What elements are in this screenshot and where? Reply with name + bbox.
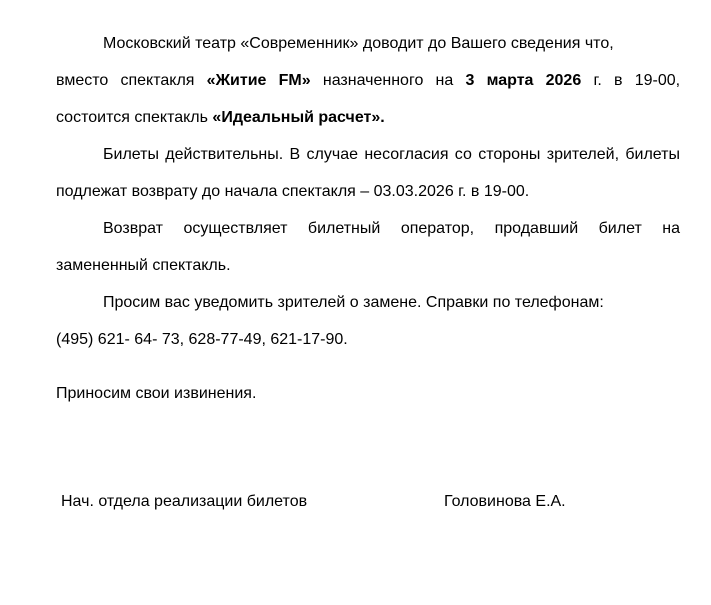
paragraph-tickets-line-1: Билеты действительны. В случае несогласия со стороны зрителей, билеты [103, 146, 680, 163]
notice-document [56, 30, 680, 417]
show-time: г. в 19-00, [593, 72, 681, 89]
paragraph-contact-line-1: Просим вас уведомить зрителей о замене. Справки по телефонам: [103, 294, 604, 311]
text-will-take-place: состоится спектакль [56, 109, 208, 126]
paragraph-intro-line-2 [56, 67, 680, 104]
new-show-title: «Идеальный расчет». [212, 109, 385, 126]
paragraph-intro-line-3 [56, 104, 680, 141]
paragraph-contact-phones: (495) 621- 64- 73, 628-77-49, 621-17-90. [56, 331, 348, 348]
replaced-show-title: «Житие FM» [206, 72, 311, 89]
paragraph-tickets-line-2: подлежат возврату до начала спектакля – 03.03.2026 г. в 19-00. [56, 183, 530, 200]
signature-name: Головинова Е.А. [444, 493, 566, 510]
signature-position: Нач. отдела реализации билетов [61, 493, 308, 510]
paragraph-refund-line-2: замененный спектакль. [56, 257, 231, 274]
paragraph-intro-line-1: Московский театр «Современник» доводит до Вашего сведения что, [103, 35, 614, 52]
text-replaced-prefix: вместо спектакля [56, 72, 195, 89]
show-date: 3 марта 2026 [465, 72, 582, 89]
text-scheduled: назначенного на [322, 72, 454, 89]
apology-text: Приносим свои извинения. [56, 385, 257, 402]
spacer [56, 363, 680, 380]
paragraph-refund-line-1: Возврат осуществляет билетный оператор, продавший билет на [103, 220, 680, 237]
